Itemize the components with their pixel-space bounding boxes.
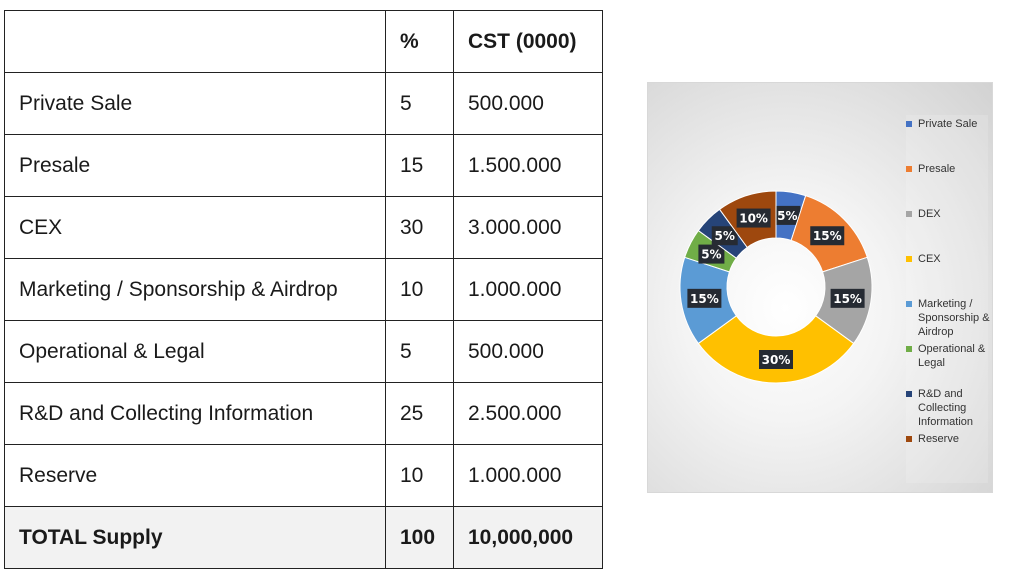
data-label (698, 245, 724, 264)
table-row (5, 135, 603, 197)
header-name (5, 11, 386, 73)
row-name: Private Sale (5, 73, 386, 135)
legend-item (906, 387, 996, 429)
legend-swatch (906, 121, 912, 127)
legend-label: Marketing / Sponsorship & Airdrop (918, 298, 990, 338)
data-label (810, 226, 844, 245)
row-percent: 15 (386, 135, 454, 197)
svg-text:15%: 15% (690, 291, 719, 306)
row-name: CEX (5, 197, 386, 259)
table-row (5, 445, 603, 507)
svg-text:15%: 15% (812, 229, 842, 244)
legend-item (906, 162, 996, 176)
table-row (5, 73, 603, 135)
row-amount: 3.000.000 (454, 197, 603, 259)
row-amount: 1.000.000 (454, 259, 603, 321)
svg-text:5%: 5% (777, 208, 798, 223)
svg-text:5%: 5% (714, 229, 735, 244)
legend-label: Operational & Legal (918, 343, 986, 369)
legend-swatch (906, 346, 912, 352)
table-row (5, 321, 603, 383)
header-percent: % (386, 11, 454, 73)
header-amount: CST (0000) (454, 11, 603, 73)
svg-text:30%: 30% (761, 353, 791, 367)
row-amount: 500.000 (454, 73, 603, 135)
legend-item (906, 432, 996, 446)
legend-item (906, 342, 996, 370)
chart-legend (906, 115, 988, 483)
table-row (5, 197, 603, 259)
token-allocation-table (4, 10, 603, 569)
data-label (774, 206, 800, 225)
total-amount: 10,000,000 (454, 507, 603, 569)
total-name: TOTAL Supply (5, 507, 386, 569)
legend-swatch (906, 436, 912, 442)
legend-swatch (906, 301, 912, 307)
row-amount: 1.500.000 (454, 135, 603, 197)
legend-label: CEX (918, 253, 941, 265)
legend-label: Presale (918, 163, 956, 175)
row-percent: 25 (386, 383, 454, 445)
row-name: Reserve (5, 445, 386, 507)
row-percent: 30 (386, 197, 454, 259)
row-name: R&D and Collecting Information (5, 383, 386, 445)
row-percent: 5 (386, 321, 454, 383)
data-label (759, 350, 793, 369)
donut-chart-panel (647, 82, 993, 493)
row-amount: 500.000 (454, 321, 603, 383)
row-name: Operational & Legal (5, 321, 386, 383)
data-label (687, 289, 721, 308)
row-amount: 2.500.000 (454, 383, 603, 445)
legend-label: Private Sale (918, 118, 978, 130)
legend-swatch (906, 391, 912, 397)
legend-label: R&D and Collecting Information (918, 388, 974, 428)
legend-item (906, 207, 996, 221)
total-percent: 100 (386, 507, 454, 569)
row-percent: 5 (386, 73, 454, 135)
data-label (831, 289, 865, 308)
legend-item (906, 252, 996, 266)
svg-text:5%: 5% (701, 247, 722, 262)
legend-swatch (906, 256, 912, 262)
row-name: Marketing / Sponsorship & Airdrop (5, 259, 386, 321)
svg-text:15%: 15% (833, 291, 862, 306)
row-percent: 10 (386, 445, 454, 507)
row-percent: 10 (386, 259, 454, 321)
table-total-row (5, 507, 603, 569)
row-name: Presale (5, 135, 386, 197)
table-row (5, 383, 603, 445)
legend-swatch (906, 211, 912, 217)
legend-swatch (906, 166, 912, 172)
row-amount: 1.000.000 (454, 445, 603, 507)
legend-label: Reserve (918, 433, 959, 445)
table-row (5, 259, 603, 321)
legend-item (906, 297, 996, 339)
svg-text:10%: 10% (739, 211, 768, 226)
table-header-row (5, 11, 603, 73)
legend-label: DEX (918, 208, 941, 220)
data-label (737, 209, 771, 228)
legend-item (906, 117, 996, 131)
